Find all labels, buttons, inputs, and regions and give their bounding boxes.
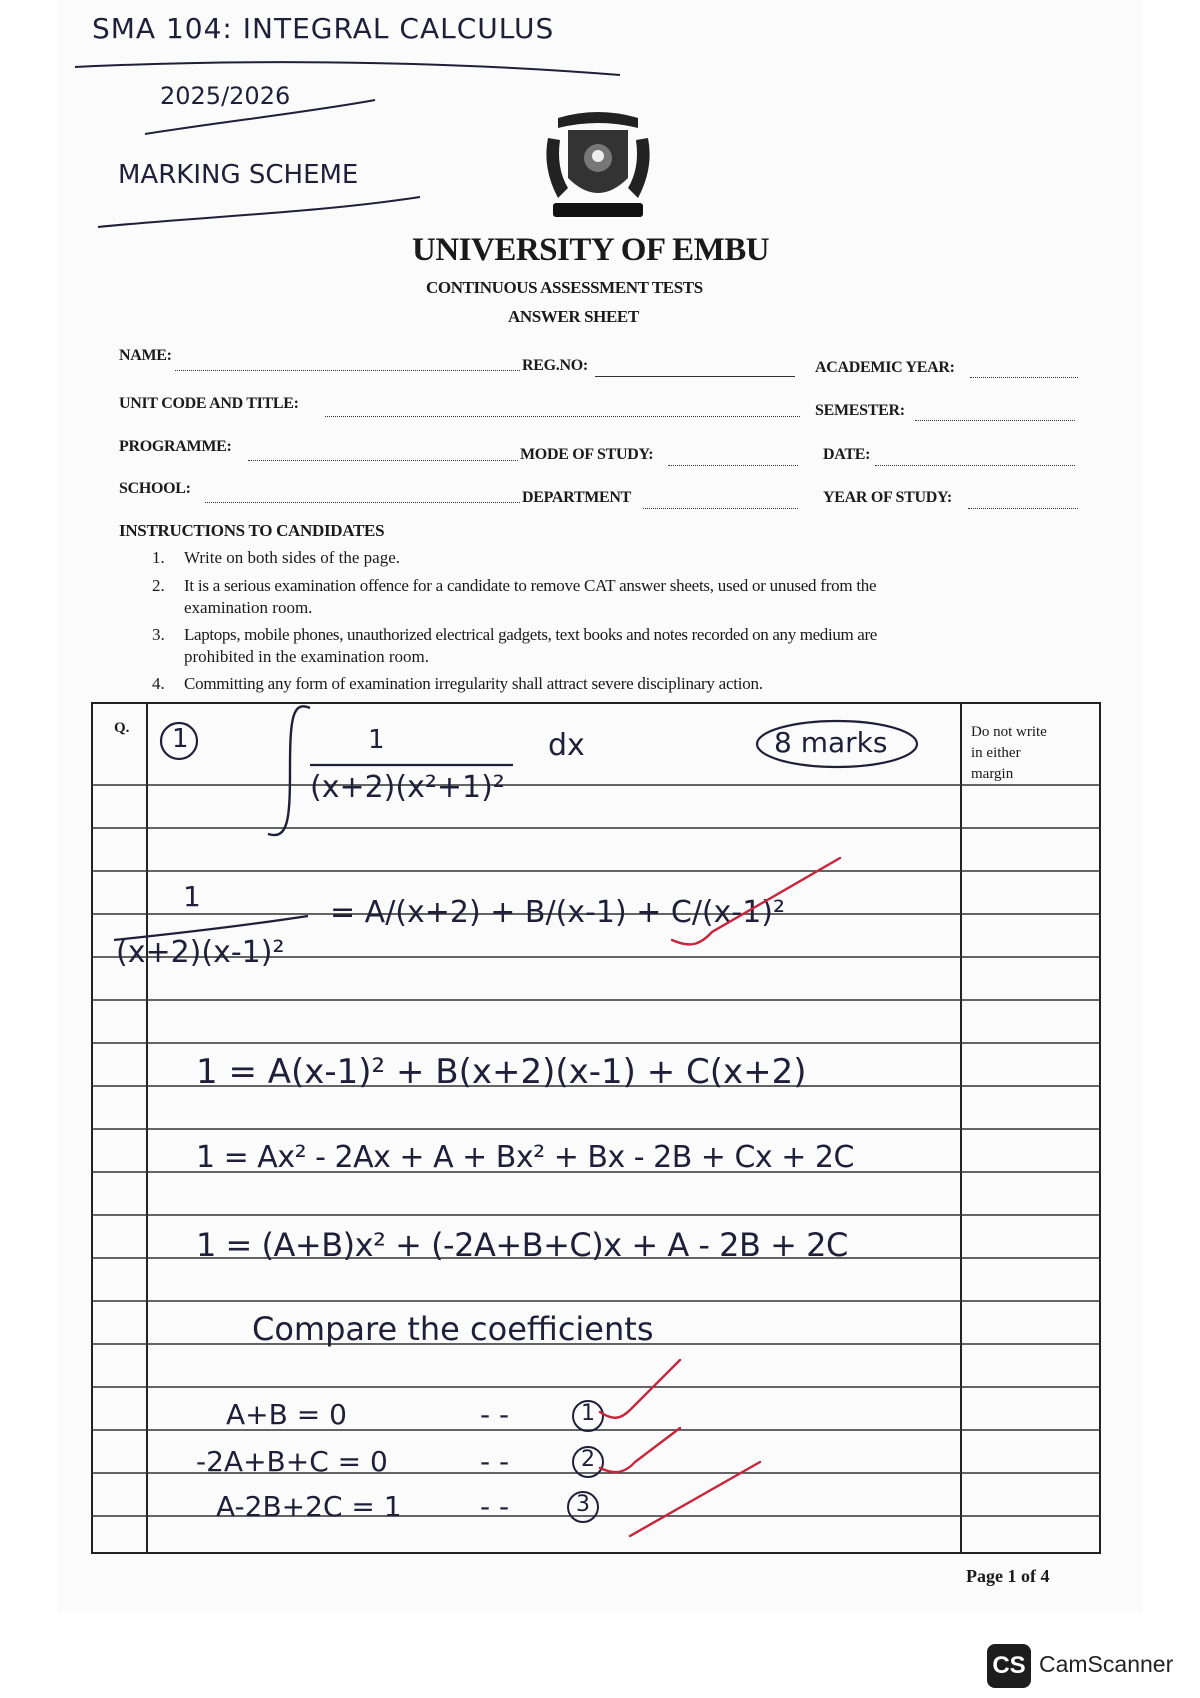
instructions-heading: INSTRUCTIONS TO CANDIDATES — [119, 521, 385, 540]
instruction-num-3: 3. — [152, 625, 165, 644]
tick-mark-3 — [600, 1428, 680, 1472]
coefficient-dash-2: - - — [480, 1445, 510, 1478]
university-name: UNIVERSITY OF EMBU — [412, 232, 770, 268]
instruction-text-2: It is a serious examination offence for a candidate to remove CAT answer sheets, used or unused from the — [184, 576, 877, 595]
coefficient-equation-2: -2A+B+C = 0 — [196, 1445, 388, 1478]
sheet-type: ANSWER SHEET — [508, 307, 639, 326]
instruction-text-1: Write on both sides of the page. — [184, 548, 401, 567]
integral-dx: dx — [548, 728, 585, 763]
question-column-header: Q. — [114, 720, 130, 736]
course-title-note: SMA 104: INTEGRAL CALCULUS — [92, 12, 555, 45]
school-label: SCHOOL: — [119, 480, 191, 497]
margin-note-line-1: Do not write — [971, 724, 1047, 740]
pf-left-denominator: (x+2)(x-1)² — [116, 935, 285, 970]
tick-mark-4 — [630, 1462, 760, 1536]
name-label: NAME: — [119, 347, 172, 364]
margin-note-line-3: margin — [971, 766, 1014, 782]
instruction-text-4: Committing any form of examination irregularity shall attract severe disciplinary action. — [184, 674, 763, 693]
unit-code-label: UNIT CODE AND TITLE: — [119, 395, 299, 412]
camscanner-label: CamScanner — [1039, 1651, 1174, 1677]
tick-mark-2 — [600, 1360, 680, 1418]
instruction-text-3: Laptops, mobile phones, unauthorized electrical gadgets, text books and notes recorded on any medium are — [184, 625, 877, 644]
assessment-subtitle: CONTINUOUS ASSESSMENT TESTS — [426, 278, 703, 297]
academic-year-label: ACADEMIC YEAR: — [815, 359, 955, 376]
academic-year-note: 2025/2026 — [160, 82, 291, 110]
question-number: 1 — [172, 724, 189, 754]
instruction-text-3-cont: prohibited in the examination room. — [184, 647, 430, 666]
margin-note-line-2: in either — [971, 745, 1021, 761]
compare-coefficients-note: Compare the coefficients — [252, 1310, 654, 1348]
department-label: DEPARTMENT — [522, 489, 632, 506]
expansion-step-1: 1 = A(x-1)² + B(x+2)(x-1) + C(x+2) — [196, 1052, 807, 1092]
instruction-num-2: 2. — [152, 576, 165, 595]
expansion-step-2: 1 = Ax² - 2Ax + A + Bx² + Bx - 2B + Cx + 2C — [196, 1140, 854, 1175]
tick-mark-1 — [672, 858, 840, 944]
pf-left-numerator: 1 — [183, 880, 201, 913]
equation-tag-1: 1 — [581, 1401, 595, 1426]
regno-label: REG.NO: — [522, 357, 588, 374]
expansion-step-3: 1 = (A+B)x² + (-2A+B+C)x + A - 2B + 2C — [196, 1226, 848, 1264]
integral-numerator: 1 — [368, 725, 385, 755]
equation-tag-2: 2 — [581, 1447, 595, 1472]
page-number: Page 1 of 4 — [966, 1566, 1050, 1586]
mode-of-study-label: MODE OF STUDY: — [520, 446, 654, 463]
year-of-study-label: YEAR OF STUDY: — [823, 489, 952, 506]
instruction-text-2-cont: examination room. — [184, 598, 313, 617]
camscanner-watermark — [987, 1644, 1187, 1688]
instruction-num-1: 1. — [152, 548, 165, 567]
coefficient-equation-1: A+B = 0 — [226, 1398, 347, 1431]
marking-scheme-note: MARKING SCHEME — [118, 160, 359, 190]
coefficient-dash-1: - - — [480, 1398, 510, 1431]
semester-label: SEMESTER: — [815, 402, 905, 419]
date-label: DATE: — [823, 446, 871, 463]
question-marks: 8 marks — [774, 726, 888, 759]
programme-label: PROGRAMME: — [119, 438, 232, 455]
integral-denominator: (x+2)(x²+1)² — [310, 770, 505, 805]
instruction-num-4: 4. — [152, 674, 165, 693]
camscanner-logo-icon: CS — [987, 1644, 1031, 1688]
coefficient-dash-3: - - — [480, 1490, 510, 1523]
equation-tag-3: 3 — [576, 1492, 590, 1517]
pf-right-side: = A/(x+2) + B/(x-1) + C/(x-1)² — [330, 895, 786, 930]
coefficient-equation-3: A-2B+2C = 1 — [216, 1490, 402, 1523]
